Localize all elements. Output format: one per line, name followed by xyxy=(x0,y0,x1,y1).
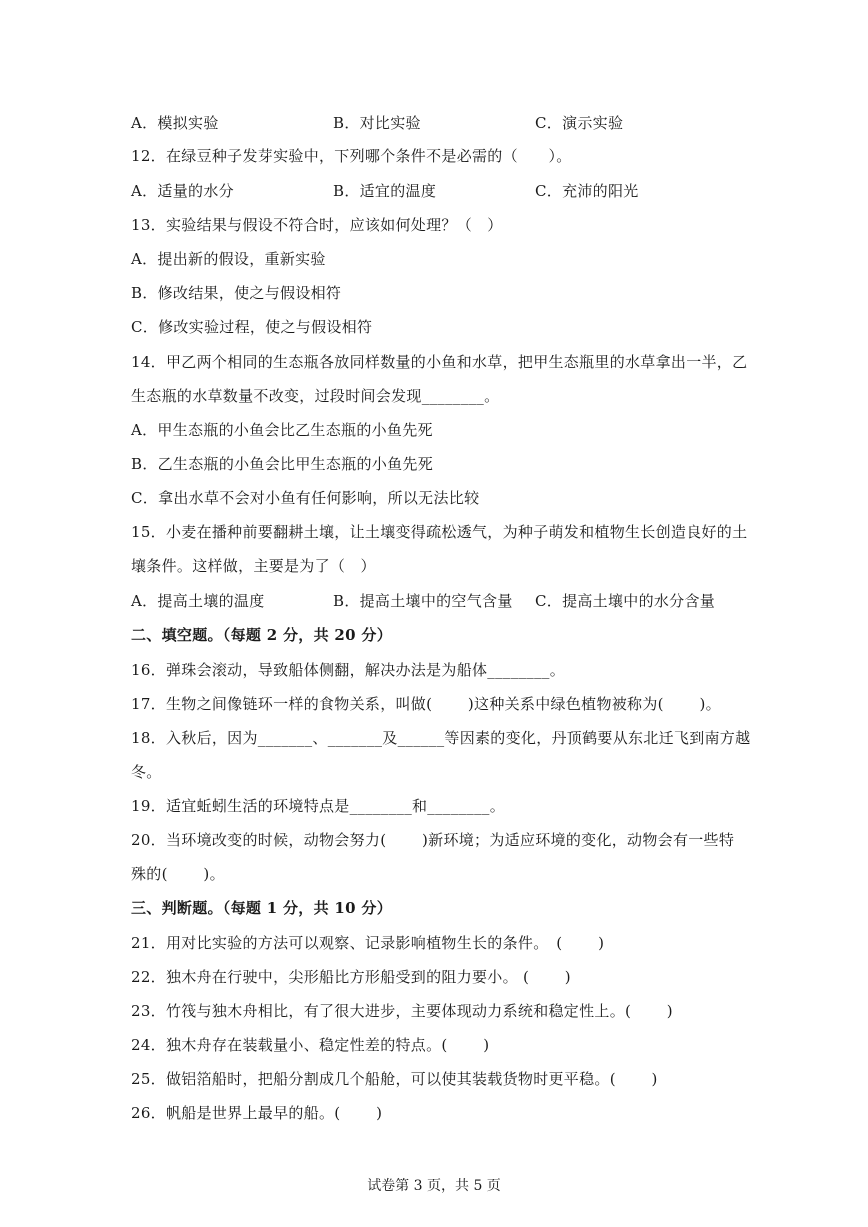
q20-line2: 殊的( )。 xyxy=(131,865,225,883)
q14-option-c: C．拿出水草不会对小鱼有任何影响，所以无法比较 xyxy=(131,489,480,507)
q11-option-c: C．演示实验 xyxy=(535,114,624,132)
q11-option-a: A．模拟实验 xyxy=(131,114,219,132)
q19: 19．适宜蚯蚓生活的环境特点是________和________。 xyxy=(131,797,505,815)
q20-line1: 20．当环境改变的时候，动物会努力( )新环境；为适应环境的变化，动物会有一些特 xyxy=(131,831,735,849)
q14-stem-line2: 生态瓶的水草数量不改变，过段时间会发现________。 xyxy=(131,387,500,405)
q12-option-b: B．适宜的温度 xyxy=(333,182,437,200)
q24: 24．独木舟存在装载量小、稳定性差的特点。( ) xyxy=(131,1036,490,1054)
q25: 25．做铝箔船时，把船分割成几个船舱，可以使其装载货物时更平稳。( ) xyxy=(131,1070,658,1088)
q14-stem-line1: 14．甲乙两个相同的生态瓶各放同样数量的小鱼和水草，把甲生态瓶里的水草拿出一半，乙 xyxy=(131,353,748,371)
q15-stem-line1: 15．小麦在播种前要翻耕土壤，让土壤变得疏松透气，为种子萌发和植物生长创造良好的土 xyxy=(131,523,748,541)
q13-option-c: C．修改实验过程，使之与假设相符 xyxy=(131,318,373,336)
q17: 17．生物之间像链环一样的食物关系，叫做( )这种关系中绿色植物被称为( )。 xyxy=(131,695,721,713)
q12-option-a: A．适量的水分 xyxy=(131,182,234,200)
q13-option-a: A．提出新的假设，重新实验 xyxy=(131,250,326,268)
q26: 26．帆船是世界上最早的船。( ) xyxy=(131,1104,383,1122)
q21: 21．用对比实验的方法可以观察、记录影响植物生长的条件。 ( ) xyxy=(131,934,605,952)
q13-stem: 13．实验结果与假设不符合时，应该如何处理？（ ） xyxy=(131,216,503,234)
q23: 23．竹筏与独木舟相比，有了很大进步，主要体现动力系统和稳定性上。( ) xyxy=(131,1002,673,1020)
q15-option-b: B．提高土壤中的空气含量 xyxy=(333,592,513,610)
q18-line2: 冬。 xyxy=(131,763,162,781)
q15-option-c: C．提高土壤中的水分含量 xyxy=(535,592,716,610)
q13-option-b: B．修改结果，使之与假设相符 xyxy=(131,284,342,302)
q22: 22．独木舟在行驶中，尖形船比方形船受到的阻力要小。 ( ) xyxy=(131,968,571,986)
q15-option-a: A．提高土壤的温度 xyxy=(131,592,265,610)
q15-stem-line2: 壤条件。这样做，主要是为了（ ） xyxy=(131,557,376,575)
q14-option-a: A．甲生态瓶的小鱼会比乙生态瓶的小鱼先死 xyxy=(131,421,433,439)
q18-line1: 18．入秋后，因为_______、_______及______等因素的变化，丹顶鹤要从东北迁飞到南方越 xyxy=(131,729,751,747)
section-fill-in-heading: 二、填空题。（每题 2 分，共 20 分） xyxy=(131,626,393,644)
page-footer: 试卷第 3 页，共 5 页 xyxy=(367,1178,501,1194)
section-true-false-heading: 三、判断题。（每题 1 分，共 10 分） xyxy=(131,899,393,917)
q12-stem: 12．在绿豆种子发芽实验中，下列哪个条件不是必需的（ ）。 xyxy=(131,147,572,165)
q14-option-b: B．乙生态瓶的小鱼会比甲生态瓶的小鱼先死 xyxy=(131,455,434,473)
q12-option-c: C．充沛的阳光 xyxy=(535,182,639,200)
q11-option-b: B．对比实验 xyxy=(333,114,421,132)
q16: 16．弹珠会滚动，导致船体侧翻，解决办法是为船体________。 xyxy=(131,661,565,679)
